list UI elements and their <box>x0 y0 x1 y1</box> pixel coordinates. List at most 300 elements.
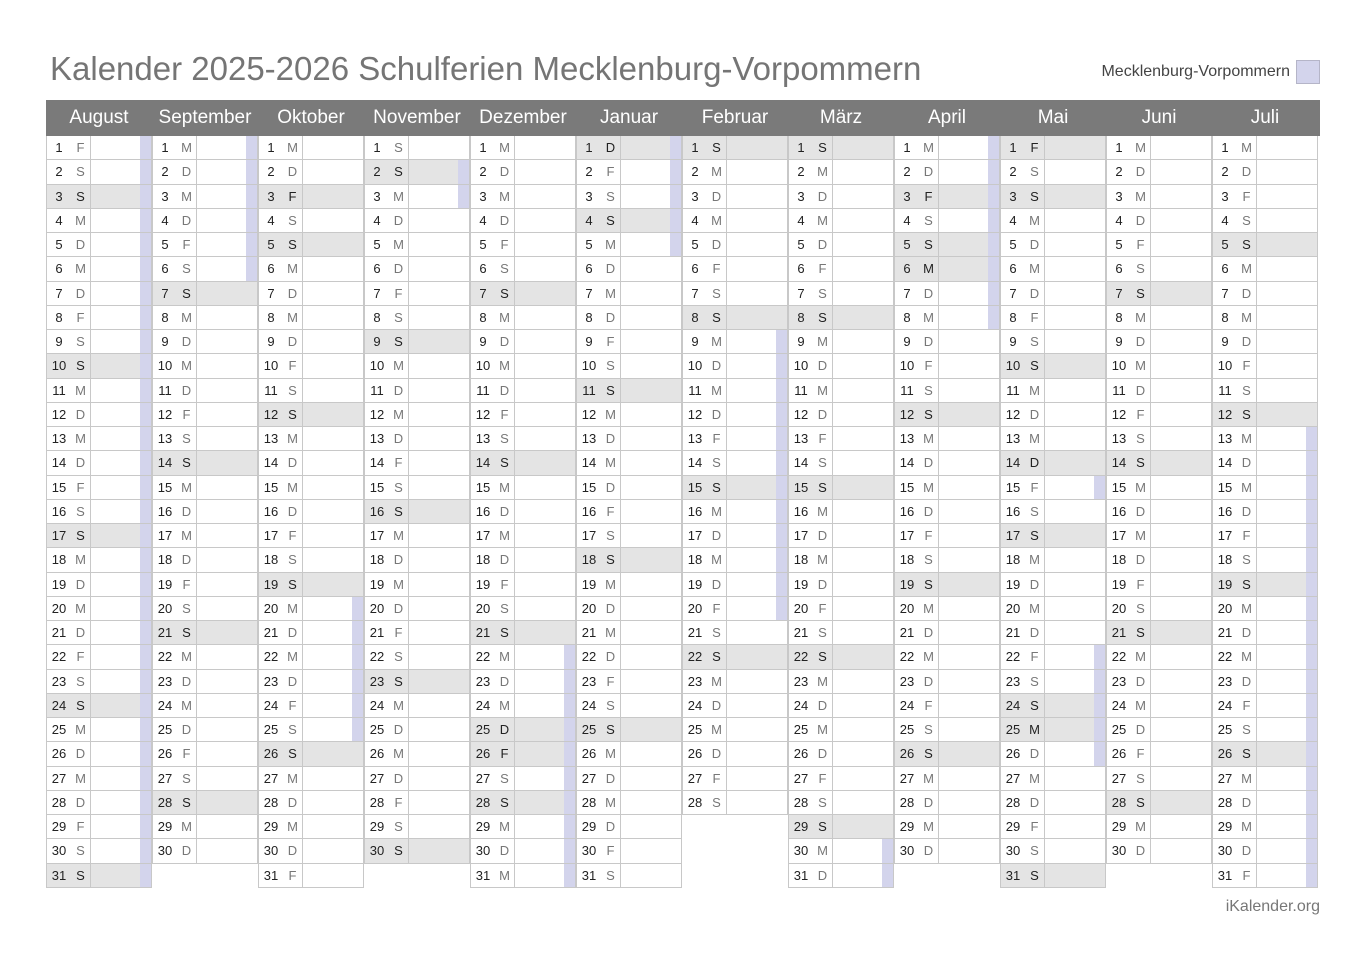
holiday-marker <box>140 209 151 232</box>
day-number: 23 <box>1107 670 1132 693</box>
month-column <box>682 136 788 888</box>
weekday-letter: F <box>1025 306 1045 329</box>
day-number: 27 <box>1213 767 1238 790</box>
weekday-letter: M <box>495 136 515 159</box>
day-row <box>682 379 788 403</box>
day-number: 8 <box>1107 306 1132 329</box>
day-number: 20 <box>577 597 602 620</box>
weekday-letter: F <box>813 257 833 280</box>
day-number: 5 <box>577 233 602 256</box>
day-number: 18 <box>1213 548 1238 571</box>
weekday-letter: M <box>1025 767 1045 790</box>
day-row <box>1000 621 1106 645</box>
weekday-letter: D <box>919 282 939 305</box>
day-row <box>576 767 682 791</box>
day-number: 3 <box>1213 185 1238 208</box>
weekday-letter: D <box>495 330 515 353</box>
weekday-letter: S <box>177 767 197 790</box>
day-row <box>1000 864 1106 888</box>
day-number: 4 <box>259 209 284 232</box>
day-number: 14 <box>471 451 496 474</box>
weekday-letter: M <box>813 379 833 402</box>
day-number: 27 <box>895 767 920 790</box>
day-number: 23 <box>153 670 178 693</box>
holiday-marker <box>140 160 151 183</box>
day-number: 20 <box>259 597 284 620</box>
weekday-letter: S <box>601 209 621 232</box>
day-row <box>258 257 364 281</box>
day-row <box>258 160 364 184</box>
weekday-letter: M <box>389 742 409 765</box>
day-row <box>364 354 470 378</box>
day-number: 19 <box>895 573 920 596</box>
day-number: 11 <box>1001 379 1026 402</box>
day-row <box>1212 694 1318 718</box>
day-row <box>364 791 470 815</box>
weekday-letter: M <box>1131 306 1151 329</box>
day-row <box>1106 160 1212 184</box>
day-number: 16 <box>1001 500 1026 523</box>
day-number: 10 <box>1213 354 1238 377</box>
day-number: 24 <box>259 694 284 717</box>
day-number: 30 <box>47 839 72 862</box>
day-row <box>788 645 894 669</box>
weekday-letter: D <box>495 500 515 523</box>
holiday-marker <box>776 597 787 620</box>
holiday-marker <box>1094 645 1105 668</box>
day-row <box>894 767 1000 791</box>
day-number: 18 <box>683 548 708 571</box>
weekday-letter: M <box>495 354 515 377</box>
weekday-letter: M <box>495 645 515 668</box>
day-number: 22 <box>259 645 284 668</box>
day-number: 10 <box>577 354 602 377</box>
holiday-marker <box>776 354 787 377</box>
weekday-letter: M <box>707 548 727 571</box>
day-number: 20 <box>365 597 390 620</box>
day-row <box>258 742 364 766</box>
day-number: 7 <box>471 282 496 305</box>
weekday-letter: D <box>707 573 727 596</box>
day-row <box>788 839 894 863</box>
day-number: 13 <box>683 427 708 450</box>
weekday-letter: F <box>1237 354 1257 377</box>
day-number: 29 <box>47 815 72 838</box>
day-row <box>894 670 1000 694</box>
weekday-letter: D <box>283 160 303 183</box>
day-row <box>788 742 894 766</box>
day-row <box>682 354 788 378</box>
holiday-marker <box>1306 815 1317 838</box>
day-row <box>894 694 1000 718</box>
weekday-letter: S <box>389 136 409 159</box>
weekday-letter: M <box>283 257 303 280</box>
day-number: 6 <box>365 257 390 280</box>
weekday-letter: F <box>707 427 727 450</box>
day-number: 30 <box>365 839 390 862</box>
day-row <box>788 136 894 160</box>
day-number: 29 <box>1001 815 1026 838</box>
weekday-letter: M <box>919 767 939 790</box>
weekday-letter: F <box>707 257 727 280</box>
day-number: 14 <box>365 451 390 474</box>
weekday-letter: S <box>283 548 303 571</box>
day-number: 24 <box>789 694 814 717</box>
weekday-letter: S <box>601 864 621 887</box>
holiday-marker <box>882 864 893 887</box>
day-row <box>152 403 258 427</box>
day-row <box>788 621 894 645</box>
day-row <box>470 451 576 475</box>
month-column <box>364 136 470 888</box>
day-row <box>1106 718 1212 742</box>
day-number: 29 <box>1107 815 1132 838</box>
holiday-marker <box>1306 718 1317 741</box>
day-number: 4 <box>895 209 920 232</box>
day-row <box>470 160 576 184</box>
weekday-letter: M <box>389 403 409 426</box>
weekday-letter: D <box>71 282 91 305</box>
day-number: 23 <box>47 670 72 693</box>
day-row <box>258 767 364 791</box>
day-row <box>576 160 682 184</box>
weekday-letter: S <box>1025 839 1045 862</box>
day-row <box>576 742 682 766</box>
day-number: 1 <box>259 136 284 159</box>
day-row <box>152 306 258 330</box>
day-row <box>470 354 576 378</box>
weekday-letter: S <box>283 379 303 402</box>
holiday-marker <box>140 645 151 668</box>
weekday-letter: D <box>813 185 833 208</box>
day-number: 30 <box>1107 839 1132 862</box>
day-number: 2 <box>365 160 390 183</box>
holiday-marker <box>140 742 151 765</box>
day-row <box>470 136 576 160</box>
day-number: 13 <box>471 427 496 450</box>
day-row <box>682 257 788 281</box>
day-number: 26 <box>47 742 72 765</box>
weekday-letter: D <box>389 767 409 790</box>
day-number: 3 <box>789 185 814 208</box>
day-row <box>1106 185 1212 209</box>
day-number: 8 <box>577 306 602 329</box>
day-number: 21 <box>47 621 72 644</box>
weekday-letter: M <box>177 136 197 159</box>
weekday-letter: D <box>707 403 727 426</box>
weekday-letter: D <box>177 718 197 741</box>
day-number: 2 <box>683 160 708 183</box>
day-row <box>364 185 470 209</box>
day-row <box>1106 427 1212 451</box>
day-number: 8 <box>683 306 708 329</box>
weekday-letter: S <box>707 282 727 305</box>
day-row <box>364 257 470 281</box>
month-column <box>1212 136 1318 888</box>
day-row <box>682 597 788 621</box>
weekday-letter: D <box>601 427 621 450</box>
day-row <box>470 500 576 524</box>
holiday-marker <box>670 233 681 256</box>
weekday-letter: F <box>495 403 515 426</box>
day-number: 15 <box>895 476 920 499</box>
day-number: 13 <box>1213 427 1238 450</box>
day-row <box>788 767 894 791</box>
weekday-letter: S <box>601 694 621 717</box>
day-number: 25 <box>789 718 814 741</box>
holiday-marker <box>140 597 151 620</box>
day-number: 9 <box>1213 330 1238 353</box>
day-row <box>682 767 788 791</box>
weekday-letter: S <box>283 403 303 426</box>
day-row <box>152 427 258 451</box>
holiday-marker <box>246 160 257 183</box>
day-number: 16 <box>577 500 602 523</box>
holiday-marker <box>988 136 999 159</box>
day-row <box>788 354 894 378</box>
weekday-letter: M <box>1025 548 1045 571</box>
weekday-letter: S <box>707 476 727 499</box>
day-row <box>1000 257 1106 281</box>
day-row <box>894 306 1000 330</box>
holiday-marker <box>564 670 575 693</box>
day-row <box>1212 427 1318 451</box>
day-row <box>894 354 1000 378</box>
day-number: 3 <box>577 185 602 208</box>
day-number: 17 <box>895 524 920 547</box>
day-row <box>46 694 152 718</box>
day-number: 16 <box>1107 500 1132 523</box>
holiday-marker <box>988 209 999 232</box>
day-row <box>152 451 258 475</box>
weekday-letter: D <box>495 839 515 862</box>
weekday-letter: M <box>389 694 409 717</box>
weekday-letter: S <box>71 354 91 377</box>
day-number: 27 <box>577 767 602 790</box>
holiday-marker <box>352 597 363 620</box>
month-column <box>1106 136 1212 888</box>
day-row <box>364 500 470 524</box>
day-number: 4 <box>1107 209 1132 232</box>
day-number: 21 <box>259 621 284 644</box>
weekday-letter: D <box>177 548 197 571</box>
day-number: 10 <box>153 354 178 377</box>
day-number: 10 <box>471 354 496 377</box>
weekday-letter: D <box>283 791 303 814</box>
weekday-letter: F <box>1131 573 1151 596</box>
weekday-letter: F <box>813 427 833 450</box>
holiday-marker <box>458 160 469 183</box>
weekday-letter: M <box>495 185 515 208</box>
day-row <box>576 209 682 233</box>
day-number: 14 <box>47 451 72 474</box>
day-number: 26 <box>895 742 920 765</box>
holiday-marker <box>1306 645 1317 668</box>
weekday-letter: D <box>1025 282 1045 305</box>
holiday-marker <box>140 233 151 256</box>
day-number: 3 <box>259 185 284 208</box>
day-number: 8 <box>365 306 390 329</box>
holiday-marker <box>776 476 787 499</box>
day-row <box>1106 524 1212 548</box>
day-row <box>470 621 576 645</box>
weekday-letter: D <box>177 330 197 353</box>
weekday-letter: F <box>601 839 621 862</box>
day-row <box>788 500 894 524</box>
day-number: 31 <box>259 864 284 887</box>
day-number: 4 <box>789 209 814 232</box>
day-number: 12 <box>895 403 920 426</box>
weekday-letter: F <box>1025 645 1045 668</box>
day-number: 2 <box>895 160 920 183</box>
day-row <box>1212 548 1318 572</box>
weekday-letter: F <box>1237 524 1257 547</box>
day-row <box>364 330 470 354</box>
day-row <box>1000 306 1106 330</box>
weekday-letter: M <box>283 306 303 329</box>
weekday-letter: M <box>389 233 409 256</box>
weekday-letter: D <box>919 451 939 474</box>
weekday-letter: S <box>71 185 91 208</box>
day-row <box>364 524 470 548</box>
day-number: 9 <box>895 330 920 353</box>
day-number: 15 <box>789 476 814 499</box>
day-row <box>1000 160 1106 184</box>
weekday-letter: F <box>1025 476 1045 499</box>
weekday-letter: D <box>707 742 727 765</box>
day-row <box>1212 742 1318 766</box>
day-number: 24 <box>365 694 390 717</box>
day-number: 24 <box>683 694 708 717</box>
weekday-letter: S <box>707 645 727 668</box>
weekday-letter: S <box>919 209 939 232</box>
day-row <box>1106 282 1212 306</box>
day-number: 14 <box>153 451 178 474</box>
weekday-letter: S <box>495 451 515 474</box>
holiday-marker <box>140 694 151 717</box>
day-number: 6 <box>259 257 284 280</box>
day-number: 15 <box>47 476 72 499</box>
weekday-letter: D <box>1237 791 1257 814</box>
day-row <box>894 500 1000 524</box>
day-row <box>682 524 788 548</box>
day-number: 21 <box>365 621 390 644</box>
day-row <box>894 403 1000 427</box>
day-row <box>1212 864 1318 888</box>
holiday-marker <box>776 330 787 353</box>
day-number: 7 <box>789 282 814 305</box>
day-row <box>1212 573 1318 597</box>
month-header: Dezember <box>479 107 567 128</box>
day-row <box>1000 330 1106 354</box>
day-number: 11 <box>895 379 920 402</box>
day-row <box>364 670 470 694</box>
month-header: Januar <box>599 107 659 128</box>
day-row <box>788 864 894 888</box>
weekday-letter: S <box>177 597 197 620</box>
weekday-letter: S <box>813 306 833 329</box>
day-row <box>470 670 576 694</box>
weekday-letter: M <box>71 767 91 790</box>
weekday-letter: S <box>71 670 91 693</box>
day-row <box>46 451 152 475</box>
day-row <box>152 573 258 597</box>
day-row <box>470 767 576 791</box>
weekday-letter: F <box>71 136 91 159</box>
day-row <box>46 524 152 548</box>
day-number: 7 <box>895 282 920 305</box>
day-row <box>788 670 894 694</box>
weekday-letter: M <box>71 379 91 402</box>
day-row <box>1212 767 1318 791</box>
day-row <box>1212 282 1318 306</box>
weekday-letter: S <box>601 718 621 741</box>
day-row <box>894 742 1000 766</box>
day-number: 28 <box>365 791 390 814</box>
day-row <box>788 548 894 572</box>
weekday-letter: F <box>177 233 197 256</box>
holiday-marker <box>776 548 787 571</box>
weekday-letter: S <box>1025 694 1045 717</box>
weekday-letter: S <box>813 136 833 159</box>
weekday-letter: M <box>919 597 939 620</box>
day-number: 27 <box>471 767 496 790</box>
day-number: 2 <box>259 160 284 183</box>
holiday-marker <box>564 864 575 887</box>
day-row <box>152 597 258 621</box>
day-number: 26 <box>1107 742 1132 765</box>
day-number: 2 <box>47 160 72 183</box>
day-row <box>788 476 894 500</box>
day-row <box>1212 524 1318 548</box>
weekday-letter: M <box>707 670 727 693</box>
weekday-letter: D <box>1131 209 1151 232</box>
holiday-marker <box>1094 670 1105 693</box>
day-number: 17 <box>683 524 708 547</box>
holiday-marker <box>1306 742 1317 765</box>
day-number: 17 <box>153 524 178 547</box>
weekday-letter: D <box>813 742 833 765</box>
day-row <box>576 718 682 742</box>
day-number: 22 <box>47 645 72 668</box>
weekday-letter: F <box>389 282 409 305</box>
weekday-letter: D <box>813 694 833 717</box>
day-number: 25 <box>365 718 390 741</box>
weekday-letter: S <box>813 451 833 474</box>
weekday-letter: S <box>71 524 91 547</box>
day-number: 5 <box>683 233 708 256</box>
month-column <box>152 136 258 888</box>
day-row <box>1106 548 1212 572</box>
day-row <box>1106 476 1212 500</box>
day-row <box>682 160 788 184</box>
weekday-letter: F <box>283 185 303 208</box>
day-number: 25 <box>153 718 178 741</box>
day-number: 10 <box>895 354 920 377</box>
day-number: 2 <box>789 160 814 183</box>
day-row <box>576 330 682 354</box>
weekday-letter: F <box>283 524 303 547</box>
day-number: 13 <box>1107 427 1132 450</box>
day-row <box>258 864 364 888</box>
day-number: 3 <box>683 185 708 208</box>
weekday-letter: M <box>1237 815 1257 838</box>
day-row <box>1106 209 1212 233</box>
day-number: 23 <box>1001 670 1026 693</box>
day-number: 28 <box>895 791 920 814</box>
weekday-letter: D <box>1025 451 1045 474</box>
day-row <box>258 476 364 500</box>
